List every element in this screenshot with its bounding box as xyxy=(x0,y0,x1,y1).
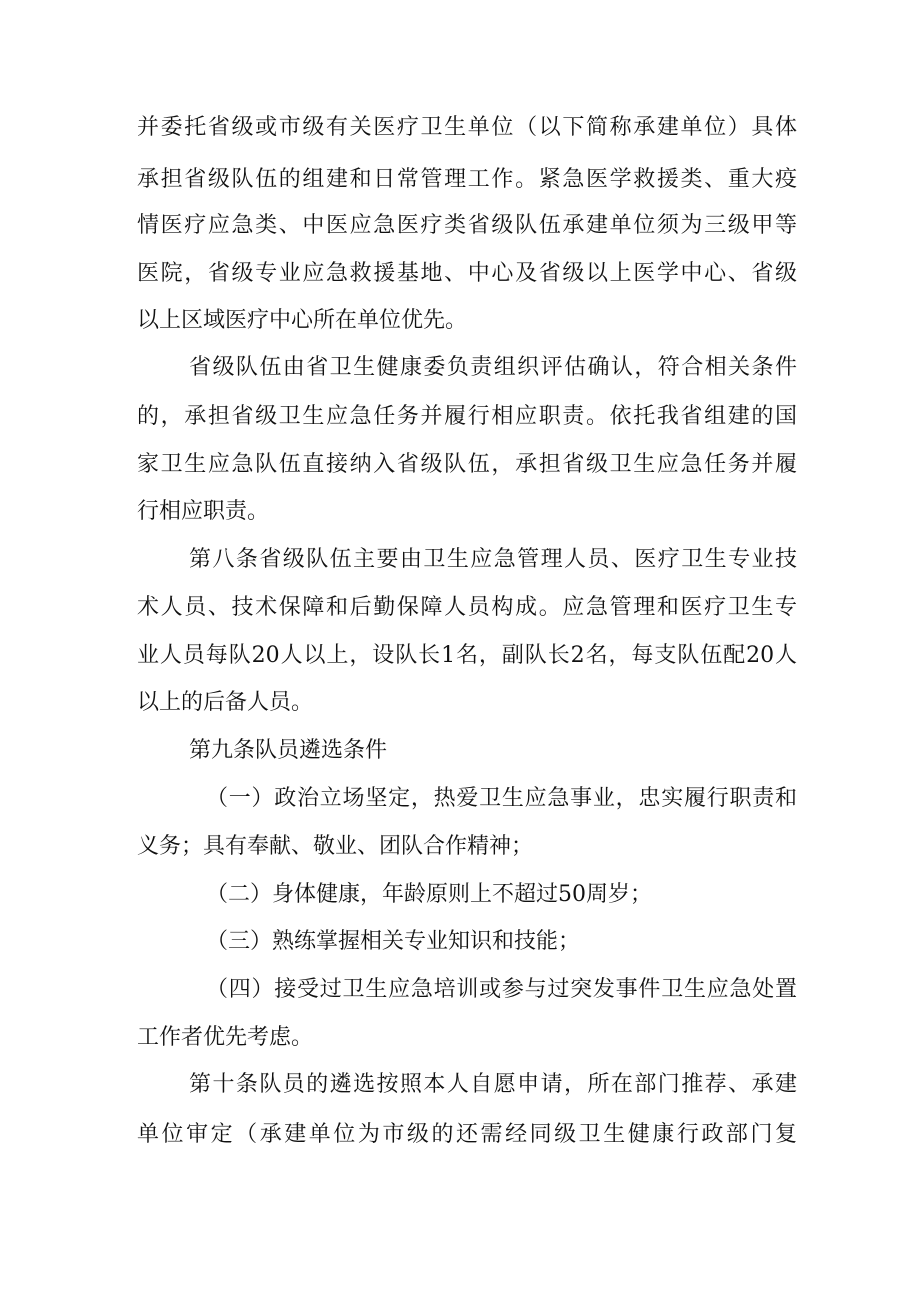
article-10-first-line: 第十条队员的遴选按照本人自愿申请，所在部门推荐、承建 xyxy=(189,1072,797,1097)
text-line: 家卫生应急队伍直接纳入省级队伍，承担省级卫生应急任务并履 xyxy=(137,452,797,477)
text-line: 医院，省级专业应急救援基地、中心及省级以上医学中心、省级 xyxy=(137,261,797,286)
text-line: 以上区域医疗中心所在单位优先。 xyxy=(137,308,468,333)
text-line: 承担省级队伍的组建和日常管理工作。紧急医学救援类、重大疫 xyxy=(137,167,797,192)
text-line: 行相应职责。 xyxy=(137,499,270,524)
text-line: 工作者优先考虑。 xyxy=(137,1025,314,1050)
text-line: 情医疗应急类、中医应急医疗类省级队伍承建单位须为三级甲等 xyxy=(137,213,797,238)
text-line: 并委托省级或市级有关医疗卫生单位（以下简称承建单位）具体 xyxy=(137,115,797,140)
condition-4-line: （四）接受过卫生应急培训或参与过突发事件卫生应急处置 xyxy=(206,977,797,1002)
text-line: 单位审定（承建单位为市级的还需经同级卫生健康行政部门复 xyxy=(137,1122,797,1147)
text-line: 义务；具有奉献、敬业、团队合作精神； xyxy=(137,834,534,859)
article-9-heading: 第九条队员遴选条件 xyxy=(189,738,388,763)
paragraph-first-line: 省级队伍由省卫生健康委负责组织评估确认，符合相关条件 xyxy=(189,355,797,380)
condition-3-line: （三）熟练掌握相关专业知识和技能； xyxy=(206,929,581,954)
condition-1-line: （一）政治立场坚定，热爱卫生应急事业，忠实履行职责和 xyxy=(206,786,797,811)
text-line: 业人员每队20人以上，设队长1名，副队长2名，每支队伍配20人 xyxy=(137,643,797,668)
text-line: 的，承担省级卫生应急任务并履行相应职责。依托我省组建的国 xyxy=(137,404,797,429)
text-line: 以上的后备人员。 xyxy=(137,690,314,715)
text-line: 术人员、技术保障和后勤保障人员构成。应急管理和医疗卫生专 xyxy=(137,595,797,620)
condition-2-line: （二）身体健康，年龄原则上不超过50周岁； xyxy=(206,882,652,907)
article-8-first-line: 第八条省级队伍主要由卫生应急管理人员、医疗卫生专业技 xyxy=(189,547,797,572)
